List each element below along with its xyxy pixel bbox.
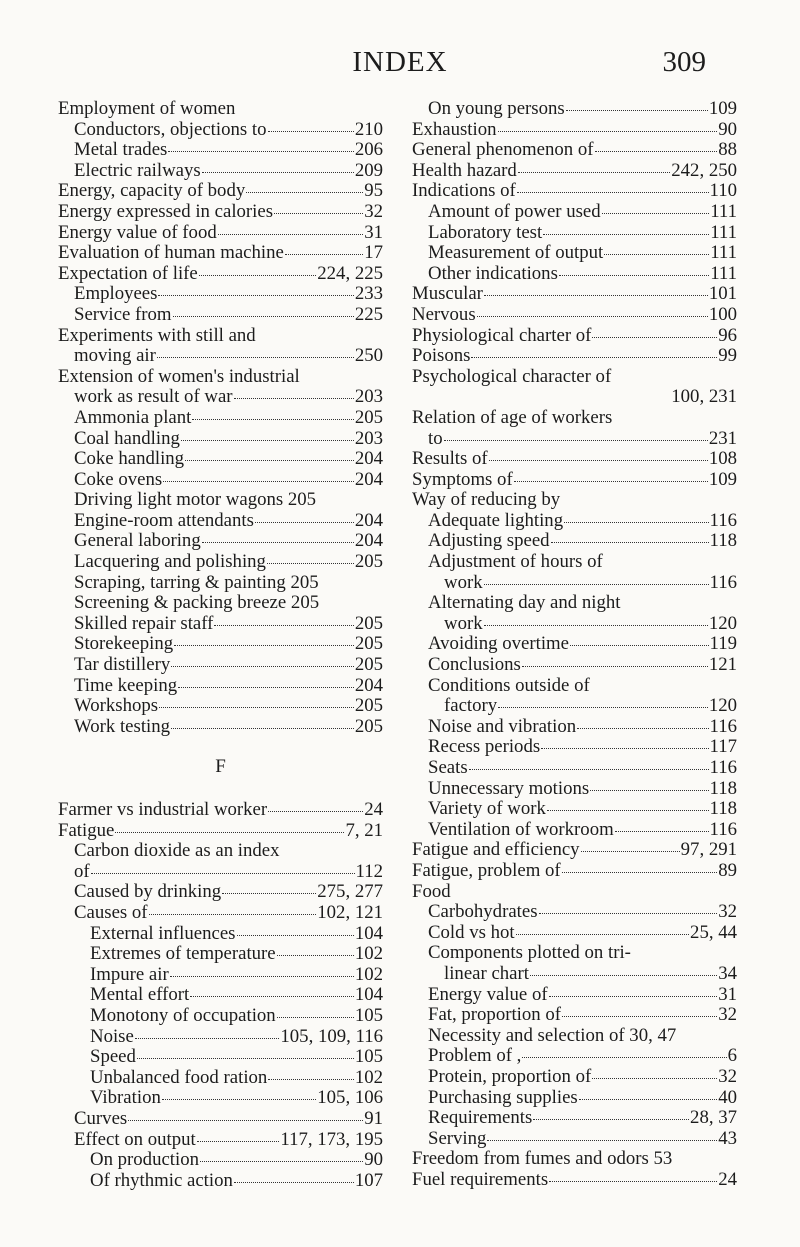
index-entry: Evaluation of human machine 17 [58, 242, 383, 264]
index-subentry: Time keeping 204 [74, 674, 383, 696]
index-subentry: Skilled repair staff 205 [74, 612, 383, 634]
right-column [412, 99, 737, 1190]
index-continuation: work 116 [444, 571, 737, 593]
index-subentry: Serving 43 [428, 1127, 737, 1149]
index-heading: Extension of women's industrial [58, 365, 300, 387]
index-entry: General phenomenon of 88 [412, 139, 737, 161]
index-subentry: Ventilation of workroom 116 [428, 818, 737, 840]
index-subentry: Variety of work 118 [428, 798, 737, 820]
page-header [0, 46, 800, 86]
index-entry: Physiological charter of 96 [412, 324, 737, 346]
index-subentry: Engine-room attendants 204 [74, 509, 383, 531]
index-subentry: Recess periods 117 [428, 736, 737, 758]
index-entry: Energy value of food 31 [58, 221, 383, 243]
index-subentry: Ammonia plant 205 [74, 406, 383, 428]
index-subentry: Employees 233 [74, 283, 383, 305]
index-entry: Muscular 101 [412, 283, 737, 305]
index-heading: Employment of women [58, 98, 236, 119]
index-entry: Farmer vs industrial worker 24 [58, 799, 383, 820]
index-entry: Fatigue 7, 21 [58, 819, 383, 841]
index-subentry: Fat, proportion of 32 [428, 1004, 737, 1026]
index-subentry: Curves 91 [74, 1107, 383, 1129]
index-subentry: Storekeeping 205 [74, 633, 383, 655]
index-subentry: Conductors, objections to 210 [74, 118, 383, 140]
index-subentry: Amount of power used 111 [428, 200, 737, 222]
index-entry: Expectation of life 224, 225 [58, 262, 383, 284]
left-column [58, 99, 383, 1191]
index-subentry: Tar distillery 205 [74, 654, 383, 676]
index-entry: Fatigue and efficiency 97, 291 [412, 839, 737, 861]
index-subentry: Scraping, tarring & painting 205 [74, 571, 319, 593]
index-subsubentry: Unbalanced food ration 102 [90, 1066, 383, 1088]
index-subentry: Noise and vibration 116 [428, 715, 737, 737]
section-letter-f: F [215, 756, 226, 778]
index-heading: Food [412, 880, 451, 902]
index-entry: Results of 108 [412, 448, 737, 470]
index-subentry: Other indications 111 [428, 262, 737, 284]
index-subentry: Components plotted on tri- [428, 942, 631, 964]
index-continuation: moving air 250 [74, 345, 383, 367]
index-entry: Relation of age of workers [412, 406, 613, 428]
index-subsubentry: Monotony of occupation 105 [90, 1004, 383, 1026]
page-number: 309 [662, 46, 706, 78]
index-subentry: Carbon dioxide as an index [74, 840, 280, 862]
index-subentry: Service from 225 [74, 303, 383, 325]
index-heading: Experiments with still and [58, 324, 256, 346]
index-entry: Exhaustion 90 [412, 118, 737, 140]
index-subentry: Driving light motor wagons 205 [74, 489, 317, 511]
index-subentry: Unnecessary motions 118 [428, 777, 737, 799]
index-subentry: Screening & packing breeze 205 [74, 592, 320, 614]
index-entry: Nervous 100 [412, 303, 737, 325]
index-subsubentry: Speed 105 [90, 1046, 383, 1068]
index-subentry: Lacquering and polishing 205 [74, 551, 383, 573]
index-subentry: Measurement of output 111 [428, 242, 737, 264]
index-subentry: Adjustment of hours of [428, 551, 603, 573]
index-subentry: Conditions outside of [428, 674, 590, 696]
index-entry: Fuel requirements 24 [412, 1168, 737, 1190]
index-subentry: Seats 116 [428, 757, 737, 778]
index-heading: Way of reducing by [412, 489, 561, 511]
index-subentry: Laboratory test 111 [428, 221, 737, 243]
index-subsubentry: Mental effort 104 [90, 984, 383, 1006]
index-subentry: Problem of , 6 [428, 1045, 737, 1067]
index-subentry: Effect on output 117, 173, 195 [74, 1128, 383, 1150]
index-entry: Energy expressed in calories 32 [58, 200, 383, 222]
index-page-refs: 100, 231 [671, 386, 737, 408]
index-subentry: Workshops 205 [74, 695, 383, 717]
index-subentry: Work testing 205 [74, 715, 383, 737]
index-subentry: Causes of 102, 121 [74, 901, 383, 923]
index-subentry: Protein, proportion of 32 [428, 1065, 737, 1087]
index-entry: Freedom from fumes and odors 53 [412, 1148, 673, 1170]
index-continuation: factory 120 [444, 695, 737, 717]
index-subentry: Adequate lighting 116 [428, 509, 737, 531]
index-subsubentry: Impure air 102 [90, 963, 383, 985]
index-subsubentry: Vibration 105, 106 [90, 1087, 383, 1109]
index-subentry: Coke ovens 204 [74, 468, 383, 490]
index-entry: Indications of 110 [412, 180, 737, 202]
index-continuation: work 120 [444, 612, 737, 634]
index-subentry: Alternating day and night [428, 592, 621, 614]
index-subentry: Adjusting speed 118 [428, 530, 737, 552]
index-subentry: Requirements 28, 37 [428, 1107, 737, 1129]
page-title: INDEX [352, 46, 448, 78]
index-subentry: On young persons 109 [428, 98, 737, 119]
index-subentry: Caused by drinking 275, 277 [74, 881, 383, 903]
index-continuation: of 112 [74, 860, 383, 882]
index-subentry: Metal trades 206 [74, 139, 383, 161]
index-continuation: work as result of war 203 [74, 386, 383, 408]
index-subentry: Energy value of 31 [428, 983, 737, 1005]
index-subentry: Electric railways 209 [74, 159, 383, 181]
index-subsubentry: Noise 105, 109, 116 [90, 1025, 383, 1047]
index-subentry: Coke handling 204 [74, 448, 383, 470]
index-subsubentry: Of rhythmic action 107 [90, 1169, 383, 1191]
index-subsubentry: External influences 104 [90, 922, 383, 944]
index-entry: Fatigue, problem of 89 [412, 859, 737, 881]
index-subentry: Conclusions 121 [428, 654, 737, 676]
index-subentry: General laboring 204 [74, 530, 383, 552]
index-subentry: Carbohydrates 32 [428, 901, 737, 923]
index-subsubentry: Extremes of temperature 102 [90, 943, 383, 965]
index-subentry: Cold vs hot 25, 44 [428, 921, 737, 943]
index-subsubentry: On production 90 [90, 1149, 383, 1171]
index-entry: Energy, capacity of body 95 [58, 180, 383, 202]
index-entry: Health hazard 242, 250 [412, 159, 737, 181]
index-entry: Psychological character of [412, 365, 612, 387]
index-subentry: Necessity and selection of 30, 47 [428, 1024, 677, 1046]
index-subentry: Avoiding overtime 119 [428, 633, 737, 655]
index-entry: Poisons 99 [412, 345, 737, 367]
index-entry: Symptoms of 109 [412, 468, 737, 490]
index-subentry: Purchasing supplies 40 [428, 1086, 737, 1108]
index-continuation: to 231 [428, 427, 737, 449]
index-subentry: Coal handling 203 [74, 427, 383, 449]
index-continuation: linear chart 34 [444, 962, 737, 984]
